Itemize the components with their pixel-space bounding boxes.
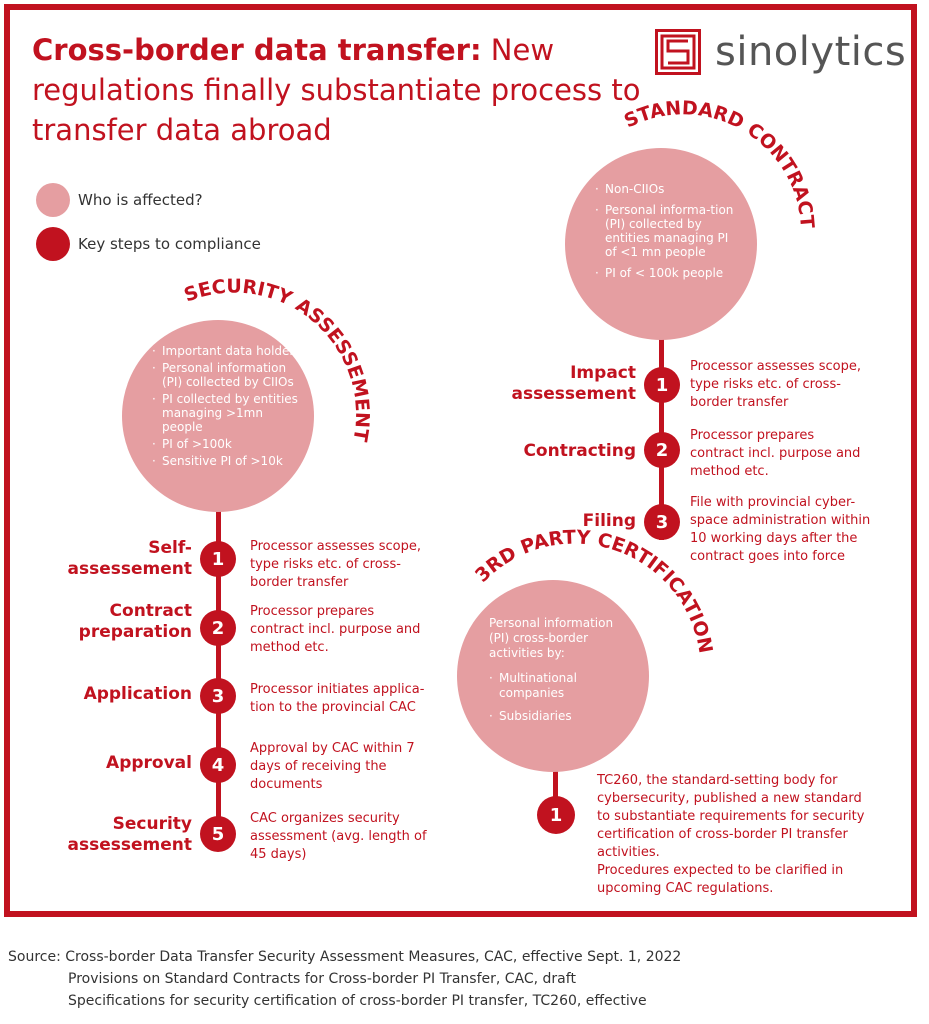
security-step-4-dot: 4 bbox=[200, 747, 236, 783]
standard-affected-item: · PI of < 100k people bbox=[595, 266, 743, 280]
standard-step-2-dot: 2 bbox=[644, 432, 680, 468]
security-affected-item: · PI collected by entities managing >1mn people bbox=[152, 392, 306, 434]
standard-affected-item: · Non-CIIOs bbox=[595, 182, 743, 196]
standard-heading-path: STANDARD CONTRACT bbox=[620, 97, 819, 230]
security-step-4-label: Approval bbox=[106, 753, 192, 773]
standard-step-1-label: Impact assessement bbox=[511, 363, 636, 404]
security-step-2-dot: 2 bbox=[200, 610, 236, 646]
security-affected-item: · Personal information (PI) collected by CIIOs bbox=[152, 361, 306, 389]
security-step-2-desc: Processor prepares contract incl. purpose and method etc. bbox=[250, 604, 421, 655]
standard-step-3-label: Filing bbox=[582, 511, 636, 531]
source-notes bbox=[8, 946, 681, 1012]
standard-step-2-label: Contracting bbox=[523, 441, 636, 461]
certification-step-1-note: Procedures expected to be clarified in upcoming CAC regulations. bbox=[597, 863, 844, 896]
source-line: Provisions on Standard Contracts for Cross-border PI Transfer, CAC, draft bbox=[68, 971, 576, 987]
security-affected-item: · Sensitive PI of >10k bbox=[152, 454, 306, 468]
source-line: Specifications for security certification of cross-border PI transfer, TC260, effective bbox=[68, 993, 647, 1009]
certification-affected-item: · Subsidiaries bbox=[489, 709, 631, 724]
legend-steps-label: Key steps to compliance bbox=[78, 235, 261, 253]
logo-text: sinolytics bbox=[715, 29, 907, 75]
security-step-2-label: Contract preparation bbox=[78, 601, 192, 642]
certification-affected-circle bbox=[457, 580, 649, 772]
title-bold: Cross-border data transfer: bbox=[32, 33, 482, 67]
security-step-3-dot: 3 bbox=[200, 678, 236, 714]
security-step-1-label: Self-assessement bbox=[67, 538, 192, 579]
standard-step-1-dot: 1 bbox=[644, 367, 680, 403]
certification-step-1-desc-wrap bbox=[597, 772, 872, 898]
security-affected-item: · PI of >100k bbox=[152, 437, 306, 451]
security-step-1-dot: 1 bbox=[200, 541, 236, 577]
security-step-1-desc: Processor assesses scope, type risks etc. of cross-border transfer bbox=[250, 539, 421, 590]
security-step-5-label: Security assessement bbox=[67, 814, 192, 855]
standard-step-1-desc: Processor assesses scope, type risks etc. of cross-border transfer bbox=[690, 359, 861, 410]
certification-step-1-desc: TC260, the standard-setting body for cybersecurity, published a new standard to substantiate requirements for security certification of cross-border PI transfer activities. bbox=[597, 773, 865, 860]
security-step-5-desc: CAC organizes security assessment (avg. length of 45 days) bbox=[250, 811, 427, 862]
standard-step-3-dot: 3 bbox=[644, 504, 680, 540]
security-heading-path: SECURITY ASSESSEMENT bbox=[181, 275, 374, 444]
security-step-4-desc: Approval by CAC within 7 days of receiving the documents bbox=[250, 741, 415, 792]
legend-affected-label: Who is affected? bbox=[78, 191, 203, 209]
standard-step-3-desc: File with provincial cyber-space administration within 10 working days after the contract goes into force bbox=[690, 495, 871, 564]
security-step-3-desc: Processor initiates applica-tion to the provincial CAC bbox=[250, 682, 425, 715]
standard-step-2-desc: Processor prepares contract incl. purpose and method etc. bbox=[690, 428, 861, 479]
certification-intro: Personal information (PI) cross-border activities by: bbox=[489, 616, 614, 660]
security-heading bbox=[181, 276, 373, 444]
source-line: Source: Cross-border Data Transfer Security Assessment Measures, CAC, effective Sept. 1, 2022 bbox=[8, 949, 682, 965]
certification-heading-path: 3RD PARTY CERTIFICATION bbox=[471, 526, 717, 655]
standard-affected-circle bbox=[565, 148, 757, 340]
certification-affected-item: · Multinational companies bbox=[489, 671, 631, 701]
standard-affected-item: · Personal informa-tion (PI) collected by entities managing PI of <1 mn people bbox=[595, 203, 743, 259]
security-step-3-label: Application bbox=[83, 684, 192, 704]
security-step-5-dot: 5 bbox=[200, 816, 236, 852]
certification-step-1-dot: 1 bbox=[537, 796, 575, 834]
title-rest: New regulations finally substantiate process to transfer data abroad bbox=[32, 33, 641, 147]
security-affected-item: · Important data holder bbox=[152, 344, 306, 358]
